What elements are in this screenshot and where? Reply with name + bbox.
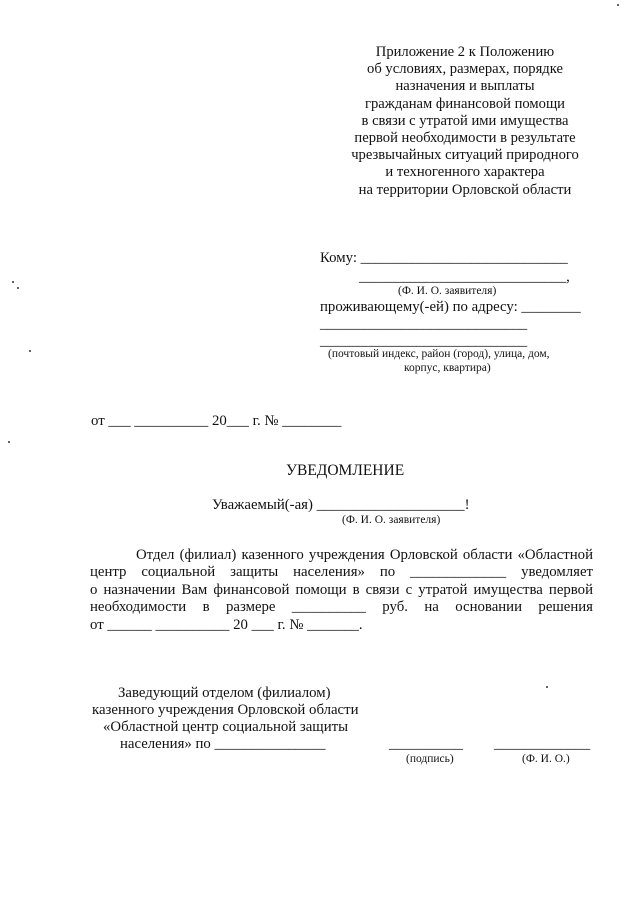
date-number-line: от ___ __________ 20___ г. № ________ (91, 413, 342, 429)
body-line: о назначении Вам финансовой помощи в связи с утратой имущества первой (90, 581, 593, 598)
scan-speck (29, 350, 31, 352)
appendix-header (330, 44, 600, 199)
signature-title-line: населения» по _______________ (120, 736, 326, 752)
addressee-address-line: проживающему(-ей) по адресу: ________ (320, 299, 581, 315)
scan-speck (617, 4, 619, 6)
scan-speck (8, 441, 10, 443)
appendix-line: чрезвычайных ситуаций природного (351, 147, 579, 164)
appendix-line: на территории Орловской области (358, 181, 572, 198)
appendix-line: и техногенного характера (385, 164, 545, 181)
notification-body (90, 547, 593, 634)
document-title: УВЕДОМЛЕНИЕ (286, 462, 405, 479)
scan-speck (12, 281, 14, 283)
addressee-address-line-2: ____________________________ (320, 316, 528, 332)
addressee-address-line-3: ____________________________ (320, 333, 528, 349)
signature-blank: __________ (389, 736, 463, 752)
signature-title-line: казенного учреждения Орловской области (92, 702, 359, 718)
appendix-line: первой необходимости в результате (354, 130, 576, 147)
body-line: необходимости в размере __________ руб. на основании решения (90, 599, 593, 616)
addressee-address-caption: (почтовый индекс, район (город), улица, дом, (328, 348, 550, 360)
appendix-line: гражданам финансовой помощи (364, 95, 565, 112)
appendix-line: назначения и выплаты (395, 78, 535, 95)
body-line: центр социальной защиты населения» по _____________ уведомляет (90, 564, 593, 581)
scan-speck (17, 287, 19, 289)
signature-caption: (подпись) (406, 753, 454, 765)
salutation: Уважаемый(-ая) ____________________! (212, 497, 470, 513)
appendix-line: об условиях, размерах, порядке (367, 61, 563, 78)
addressee-address-caption: корпус, квартира) (404, 362, 491, 374)
addressee-to-line: Кому: ____________________________ (320, 250, 568, 266)
addressee-name-caption: (Ф. И. О. заявителя) (398, 285, 497, 297)
body-line: Отдел (филиал) казенного учреждения Орловской области «Областной (136, 547, 593, 563)
signature-title-line: Заведующий отделом (филиалом) (118, 685, 331, 701)
body-line: от ______ __________ 20 ___ г. № _______. (90, 616, 363, 633)
name-caption: (Ф. И. О.) (522, 753, 570, 765)
appendix-line: в связи с утратой ими имущества (361, 112, 569, 129)
signature-title-line: «Областной центр социальной защиты (103, 719, 349, 735)
name-blank: _____________ (494, 736, 591, 752)
appendix-line: Приложение 2 к Положению (375, 44, 555, 60)
salutation-caption: (Ф. И. О. заявителя) (342, 514, 441, 526)
addressee-to-line-2: ____________________________, (359, 269, 570, 285)
scan-speck (546, 686, 548, 688)
